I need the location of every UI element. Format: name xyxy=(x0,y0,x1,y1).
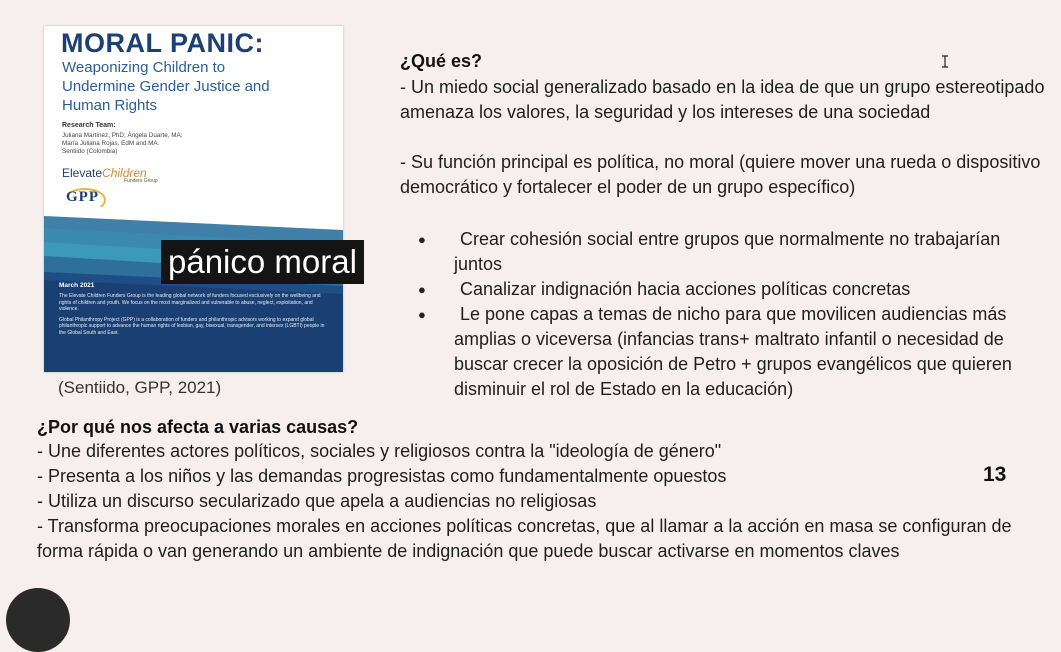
why-line: - Une diferentes actores políticos, sociales y religiosos contra la "ideología de género" xyxy=(37,441,722,461)
subtitle-caption: pánico moral xyxy=(161,240,364,284)
research-team-line: Juliana Martínez, PhD; Ángela Duarte, MA; xyxy=(62,132,183,139)
why-line: - Presenta a los niños y las demandas progresistas como fundamentalmente opuestos xyxy=(37,466,727,486)
research-team-line: Sentiido (Colombia) xyxy=(62,148,118,155)
gpp-logo-text: GPP xyxy=(66,189,99,205)
what-is-definition: - Un miedo social generalizado basado en la idea de que un grupo estereotipado amenaza los valores, la seguridad y los intereses de una sociedad xyxy=(400,77,1045,122)
text-cursor-icon xyxy=(941,55,949,68)
why-heading: ¿Por qué nos afecta a varias causas? xyxy=(37,417,359,437)
why-line: - Utiliza un discurso secularizado que apela a audiencias no religiosas xyxy=(37,491,597,511)
list-item xyxy=(412,302,1052,402)
function-bullet-list xyxy=(412,227,1052,402)
research-team-heading: Research Team: xyxy=(62,122,116,129)
bullet-text: Crear cohesión social entre grupos que normalmente no trabajarían juntos xyxy=(454,229,1001,274)
cover-date: March 2021 xyxy=(59,282,95,289)
cover-subtitle: Weaponizing Children to Undermine Gender Justice and Human Rights xyxy=(62,59,270,114)
list-item xyxy=(412,277,1052,302)
what-is-function: - Su función principal es política, no moral (quiere mover una rueda o dispositivo democrático y fortalecer el poder de un grupo específico) xyxy=(400,152,1041,197)
bullet-dot-icon: ● xyxy=(418,282,426,297)
cover-footer-text xyxy=(59,282,329,340)
research-team-line: María Juliana Rojas, EdM and MA. xyxy=(62,140,160,147)
why-line: - Transforma preocupaciones morales en acciones políticas concretas, que al llamar a la acción en masa se configuran de forma rápida o van generando un ambiente de indignación que puede buscar activarse en momentos claves xyxy=(37,516,1012,561)
avatar[interactable] xyxy=(6,588,70,652)
citation: (Sentiido, GPP, 2021) xyxy=(58,378,222,397)
gpp-logo xyxy=(64,188,104,210)
cover-blurb-gpp: Global Philanthropy Project (GPP) is a collaboration of funders and philanthropic advisors working to expand global philanthropic support to advance the human rights of lesbian, gay, bisexual, transgender, and intersex (LGBTI) people in the Global South and East. xyxy=(59,316,325,336)
cover-title: MORAL PANIC: xyxy=(61,28,264,58)
logo-children-word: Children xyxy=(102,166,147,180)
bullet-dot-icon: ● xyxy=(418,307,426,322)
logo-funders-word: Funders Group xyxy=(124,178,158,184)
bullet-text: Le pone capas a temas de nicho para que movilicen audiencias más amplias o viceversa (infancias trans+ maltrato infantil o necesidad de buscar crecer la oposición de Petro + grupos evangélicos que quieren disminuir el rol de Estado en la educación) xyxy=(454,304,1012,399)
cover-blurb-elevate: The Elevate Children Funders Group is the leading global network of funders focused exclusively on the wellbeing and rights of children and youth. We focus on the most marginalized and vulnerable to abuse, neglect, exploitation, and violence. xyxy=(59,293,321,312)
report-cover xyxy=(44,26,343,372)
what-is-heading: ¿Qué es? xyxy=(400,51,483,71)
bullet-text: Canalizar indignación hacia acciones políticas concretas xyxy=(460,279,911,299)
list-item xyxy=(412,227,1052,277)
logo-elevate-word: Elevate xyxy=(62,166,103,180)
page-number: 13 xyxy=(983,463,1007,486)
bullet-dot-icon: ● xyxy=(418,232,426,247)
elevate-children-logo xyxy=(62,166,158,184)
